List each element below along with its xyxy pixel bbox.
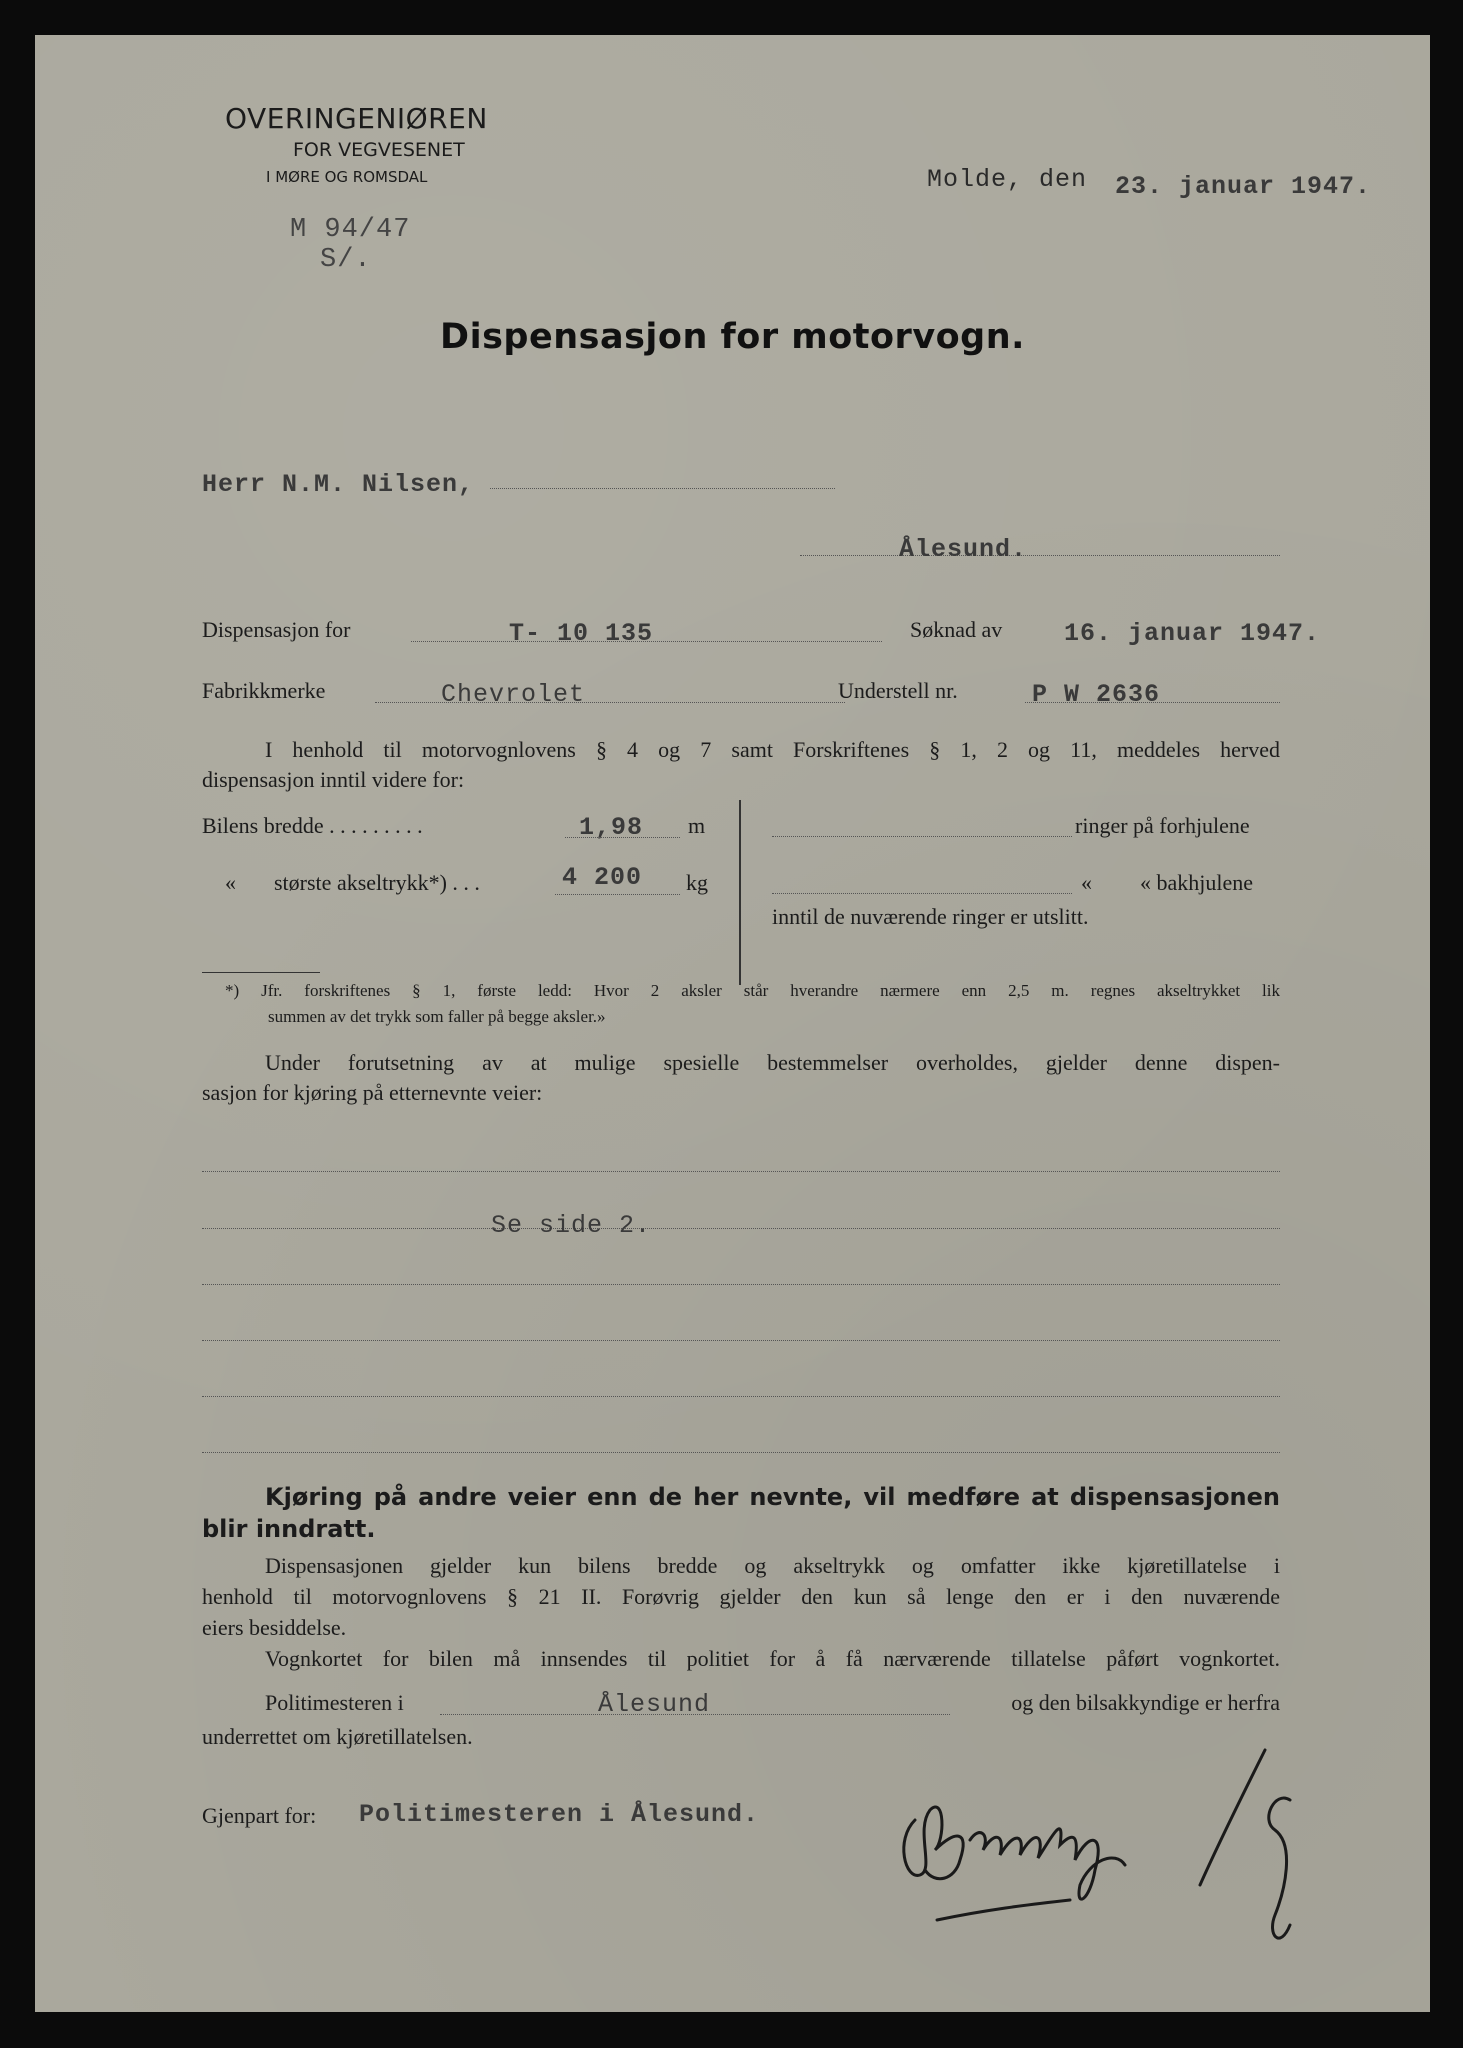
letterhead-title: OVERINGENIØREN [225, 102, 488, 135]
terms-line-3: eiers besiddelse. [202, 1615, 347, 1640]
axle-unit: kg [686, 870, 708, 895]
letterhead-subtitle: FOR VEGVESENET [293, 139, 465, 161]
width-label: Bilens bredde . . . . . . . . . [202, 813, 423, 838]
axle-quote: « [225, 870, 236, 895]
copy-value: Politimesteren i Ålesund. [359, 1800, 760, 1829]
roads-intro-line-1 [202, 1050, 1280, 1076]
dotted-line [202, 1452, 1280, 1453]
roads-value: Se side 2. [491, 1211, 652, 1240]
intro-text: I henhold til motorvognlovens § 4 og 7 samt Forskriftenes § 1, 2 og 11, meddeles herved [265, 737, 1280, 762]
footnote-rule [202, 972, 320, 973]
axle-label: største akseltrykk*) . . . [274, 870, 480, 895]
police-label: Politimesteren i [265, 1690, 404, 1715]
rear-quote: « [1081, 870, 1092, 895]
police-suffix: og den bilsakkyndige er herfra [1011, 1690, 1280, 1715]
dotted-line [202, 1228, 1280, 1229]
roads-intro-text: Under forutsetning av at mulige spesielle bestemmelser overholdes, gjelder denne dispen- [265, 1050, 1280, 1075]
intro-line-1 [202, 737, 1280, 763]
terms-line-2: henhold til motorvognlovens § 21 II. Forøvrig gjelder den kun så lenge den er i den nuværende [202, 1584, 1280, 1609]
width-unit: m [688, 813, 706, 838]
roads-intro-line-2: sasjon for kjøring på etternevnte veier: [202, 1080, 543, 1105]
chassis-value: P W 2636 [1032, 680, 1161, 709]
dotted-line [202, 1340, 1280, 1341]
page-title: Dispensasjon for motorvogn. [440, 317, 1025, 357]
axle-value: 4 200 [562, 863, 643, 892]
recipient-city: Ålesund. [899, 535, 1028, 564]
terms-line-1 [202, 1553, 1280, 1579]
terms-line-4 [202, 1646, 1280, 1672]
tires-note: inntil de nuværende ringer er utslitt. [772, 904, 1089, 929]
terms-text-4: Vognkortet for bilen må innsendes til politiet for å få nærværende tillatelse påført vognkortet. [265, 1646, 1280, 1671]
terms-text: Dispensasjonen gjelder kun bilens bredde og akseltrykk og omfatter ikke kjøretillatelse i [265, 1553, 1280, 1578]
make-value: Chevrolet [441, 680, 586, 709]
dotted-line [490, 488, 835, 489]
warning-text: Kjøring på andre veier enn de her nevnte, vil medføre at dispensasjonen [265, 1483, 1280, 1511]
recipient-name: Herr N.M. Nilsen, [202, 470, 475, 499]
police-value: Ålesund [598, 1690, 711, 1719]
letterhead-region: I MØRE OG ROMSDAL [266, 168, 428, 186]
dotted-line [202, 1396, 1280, 1397]
dotted-line [555, 894, 680, 895]
dotted-line [202, 1284, 1280, 1285]
chassis-label: Understell nr. [838, 678, 958, 703]
dotted-line [565, 837, 680, 838]
dotted-line [772, 893, 1072, 894]
make-label: Fabrikkmerke [202, 678, 326, 703]
dotted-line [800, 555, 1280, 556]
reference-initials: S/. [320, 245, 372, 275]
front-tires-label: ringer på forhjulene [1075, 813, 1250, 838]
dotted-line [202, 1171, 1280, 1172]
rear-tires-label: « bakhjulene [1140, 870, 1254, 895]
signature-icon [875, 1710, 1355, 1960]
width-value: 1,98 [579, 813, 644, 842]
intro-line-2: dispensasjon inntil videre for: [202, 767, 465, 792]
dispensation-value: T- 10 135 [509, 619, 654, 648]
letter-date: 23. januar 1947. [1115, 172, 1372, 201]
police-line-2: underrettet om kjøretillatelsen. [202, 1724, 473, 1749]
reference-number: M 94/47 [290, 215, 411, 245]
document-page [35, 35, 1430, 2012]
footnote-line-2: summen av det trykk som faller på begge aksler.» [268, 1007, 606, 1026]
copy-label: Gjenpart for: [202, 1803, 317, 1828]
column-divider [739, 800, 741, 985]
dotted-line [772, 836, 1072, 837]
dispensation-label: Dispensasjon for [202, 617, 351, 642]
warning-line-1 [202, 1483, 1280, 1511]
application-date: 16. januar 1947. [1064, 619, 1321, 648]
place-prefix: Molde, den [927, 165, 1088, 194]
footnote-line-1: *) Jfr. forskriftenes § 1, første ledd: Hvor 2 aksler står hverandre nærmere enn 2,5 m. regnes akseltrykket lik [225, 981, 1280, 1000]
warning-line-2: blir inndratt. [202, 1515, 376, 1543]
application-label: Søknad av [910, 617, 1003, 642]
